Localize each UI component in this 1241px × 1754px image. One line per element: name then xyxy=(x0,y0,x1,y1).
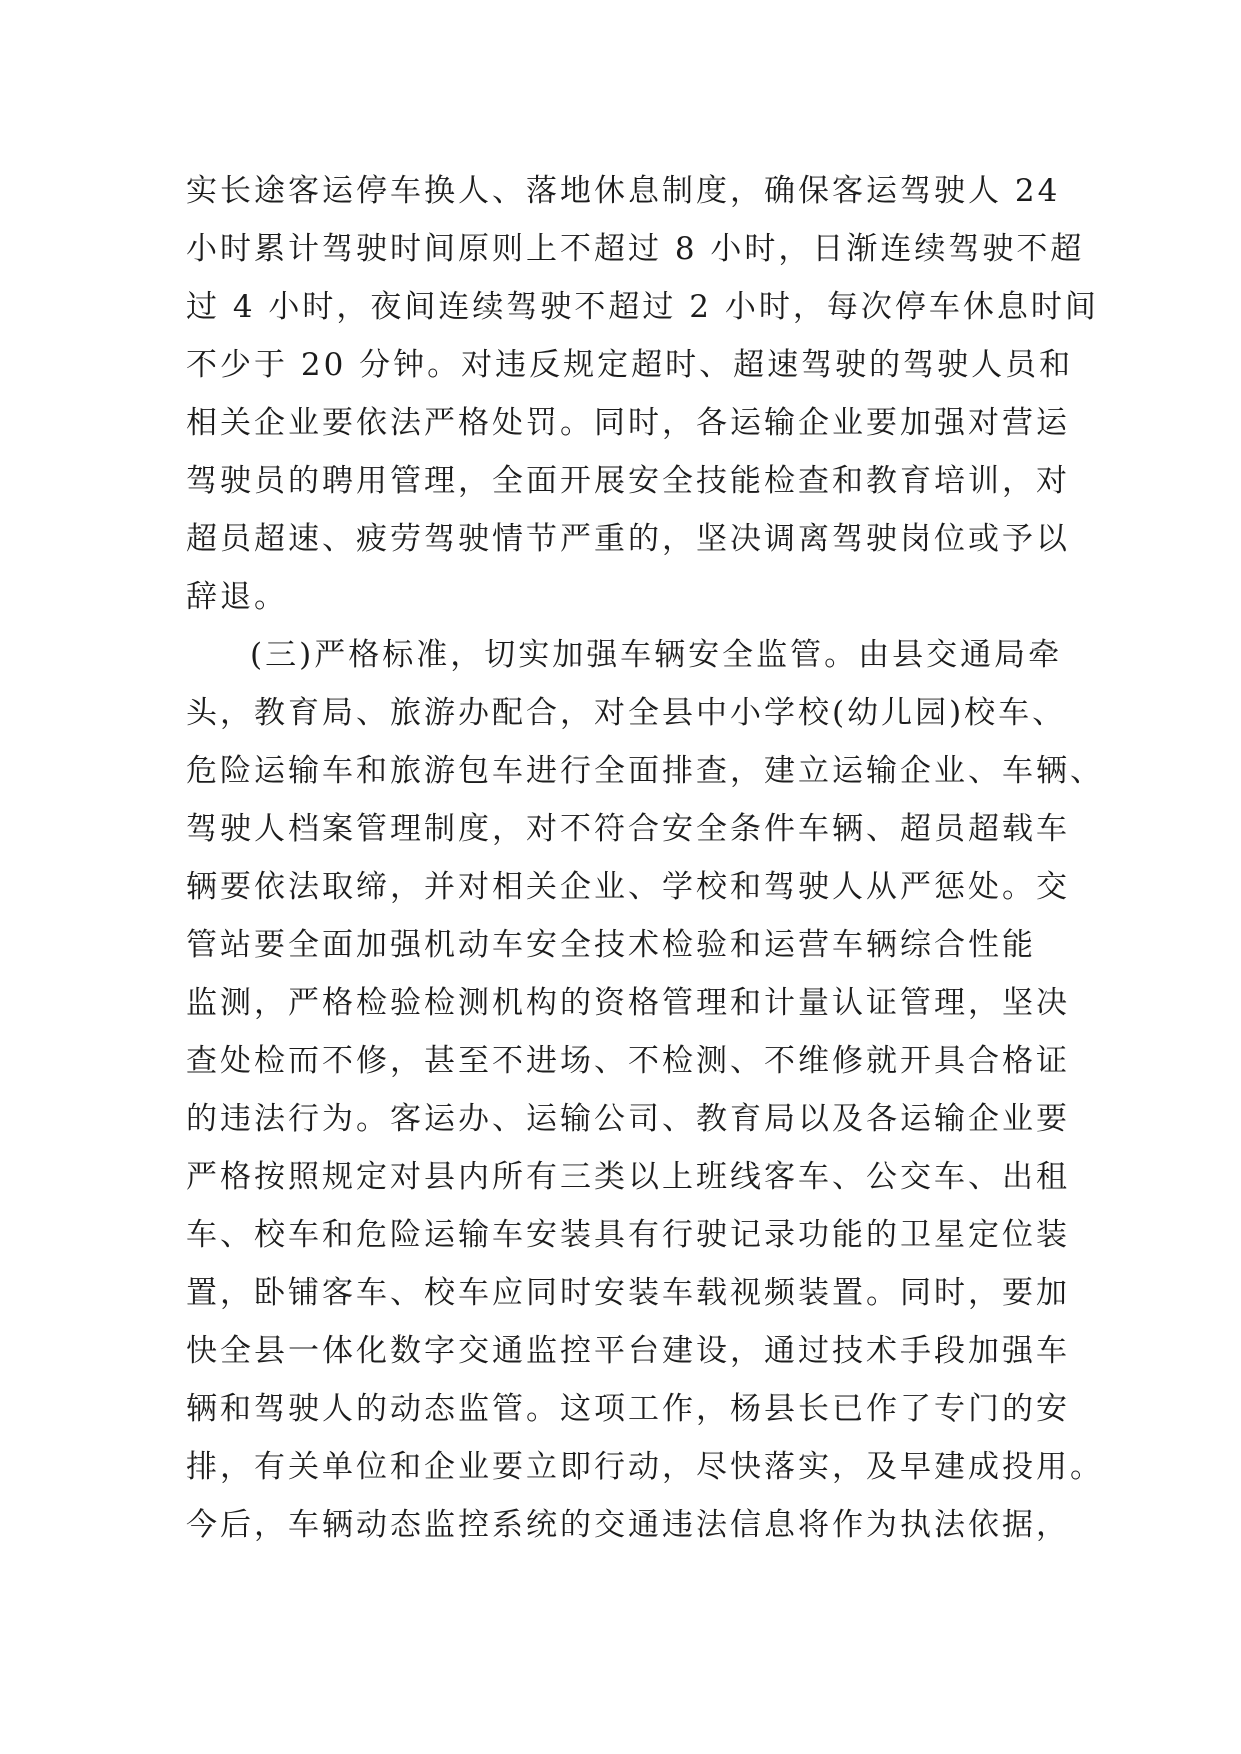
text-line: 查处检而不修，甚至不进场、不检测、不维修就开具合格证 xyxy=(186,1043,1070,1079)
text-line: 驾驶人档案管理制度，对不符合安全条件车辆、超员超载车 xyxy=(186,811,1070,847)
text-line: 今后，车辆动态监控系统的交通违法信息将作为执法依据， xyxy=(186,1507,1070,1543)
text-line: 置，卧铺客车、校车应同时安装车载视频装置。同时，要加 xyxy=(186,1275,1070,1311)
text-line: 管站要全面加强机动车安全技术检验和运营车辆综合性能 xyxy=(186,927,1036,963)
text-line: 不少于 20 分钟。对违反规定超时、超速驾驶的驾驶人员和 xyxy=(186,347,1074,383)
text-line: 驾驶员的聘用管理，全面开展安全技能检查和教育培训，对 xyxy=(186,463,1070,499)
document-body xyxy=(186,162,1104,1554)
text-line: 车、校车和危险运输车安装具有行驶记录功能的卫星定位装 xyxy=(186,1217,1070,1253)
text-line: 头，教育局、旅游办配合，对全县中小学校(幼儿园)校车、 xyxy=(186,695,1067,731)
text-line: 小时累计驾驶时间原则上不超过 8 小时，日渐连续驾驶不超 xyxy=(186,231,1085,267)
text-line: 超员超速、疲劳驾驶情节严重的，坚决调离驾驶岗位或予以 xyxy=(186,521,1070,557)
text-line: 辆和驾驶人的动态监管。这项工作，杨县长已作了专门的安 xyxy=(186,1391,1070,1427)
text-line: 排，有关单位和企业要立即行动，尽快落实，及早建成投用。 xyxy=(186,1449,1104,1485)
text-line: 快全县一体化数字交通监控平台建设，通过技术手段加强车 xyxy=(186,1333,1070,1369)
text-line: 严格按照规定对县内所有三类以上班线客车、公交车、出租 xyxy=(186,1159,1070,1195)
text-line: 的违法行为。客运办、运输公司、教育局以及各运输企业要 xyxy=(186,1101,1070,1137)
text-line: 实长途客运停车换人、落地休息制度，确保客运驾驶人 24 xyxy=(186,173,1061,209)
text-line: 相关企业要依法严格处罚。同时，各运输企业要加强对营运 xyxy=(186,405,1070,441)
text-line: 危险运输车和旅游包车进行全面排查，建立运输企业、车辆、 xyxy=(186,753,1104,789)
section-heading-line: (三)严格标准，切实加强车辆安全监管。由县交通局牵 xyxy=(250,637,1063,673)
text-line: 过 4 小时，夜间连续驾驶不超过 2 小时，每次停车休息时间 xyxy=(186,289,1099,325)
text-line: 辞退。 xyxy=(186,579,288,615)
text-line: 监测，严格检验检测机构的资格管理和计量认证管理，坚决 xyxy=(186,985,1070,1021)
text-line: 辆要依法取缔，并对相关企业、学校和驾驶人从严惩处。交 xyxy=(186,869,1070,905)
